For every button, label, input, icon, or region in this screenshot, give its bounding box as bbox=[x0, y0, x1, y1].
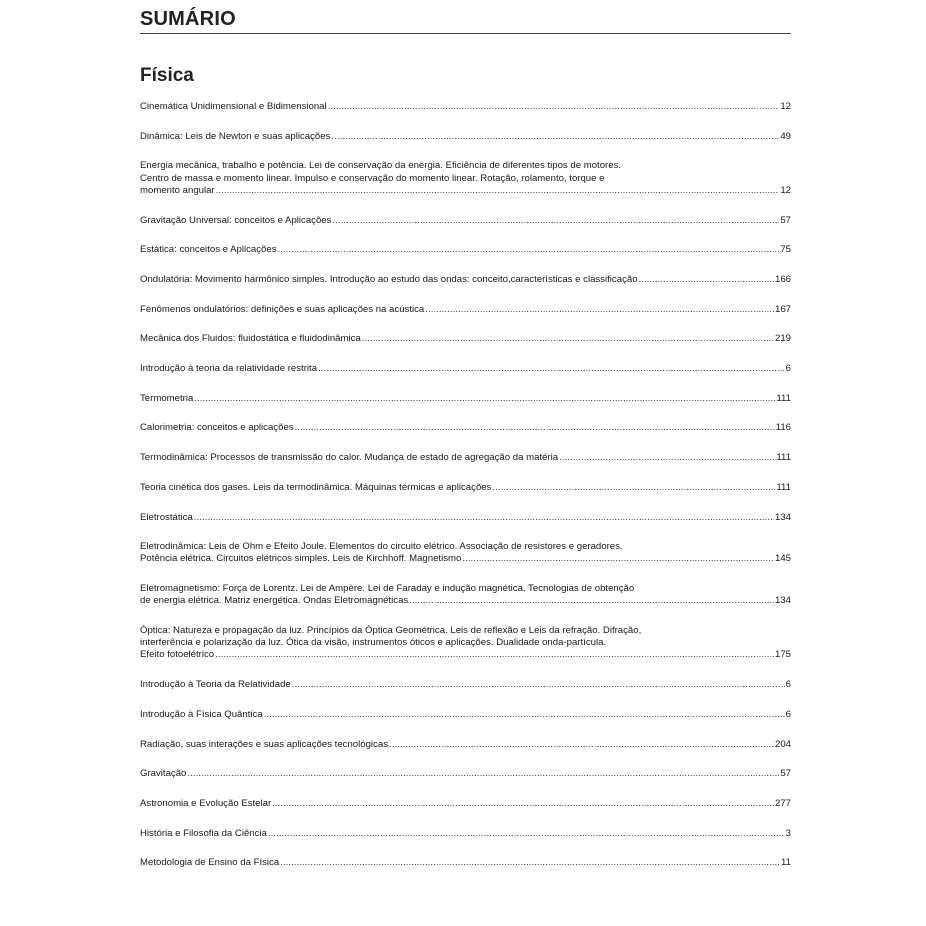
title-divider bbox=[140, 33, 791, 34]
toc-entry-text: Fenômenos ondulatórios: definições e suas aplicações na acústica bbox=[140, 303, 425, 315]
toc-entry-text: Ondulatória: Movimento harmônico simples. Introdução ao estudo das ondas: conceito,características e classificação bbox=[140, 273, 638, 285]
toc-entry[interactable] bbox=[140, 768, 791, 780]
dot-leader bbox=[425, 304, 774, 316]
toc-entry[interactable] bbox=[140, 244, 791, 256]
toc-entry[interactable] bbox=[140, 422, 791, 434]
page-title: SUMÁRIO bbox=[140, 8, 236, 30]
toc-page-number: 116 bbox=[775, 422, 791, 434]
toc-entry-line bbox=[140, 512, 791, 524]
toc-entry-line bbox=[140, 393, 791, 405]
toc-entry-line bbox=[140, 595, 791, 607]
toc-entry-text: Astronomia e Evolução Estelar bbox=[140, 797, 272, 809]
dot-leader bbox=[318, 363, 785, 375]
toc-entry-text: Estática: conceitos e Aplicações bbox=[140, 244, 277, 256]
toc-entry-text: Efeito fotoelétrico bbox=[140, 649, 215, 661]
toc-entry-line bbox=[140, 333, 791, 345]
toc-entry[interactable] bbox=[140, 541, 791, 565]
dot-leader bbox=[332, 215, 779, 227]
toc-page-number: 75 bbox=[780, 244, 791, 256]
dot-leader bbox=[639, 274, 774, 286]
toc-entry-text: interferência e polarização da luz. Ótica da visão, instrumentos óticos e aplicações. Dualidade onda-partícula. bbox=[140, 637, 607, 649]
toc-entry-line bbox=[140, 422, 791, 434]
toc-entry-text: Radiação, suas interações e suas aplicações tecnológicas bbox=[140, 738, 388, 750]
toc-page-number: 166 bbox=[774, 273, 791, 285]
toc-entry[interactable] bbox=[140, 131, 791, 143]
toc-entry-line bbox=[140, 185, 791, 197]
dot-leader bbox=[278, 244, 780, 256]
toc-page-number: 57 bbox=[780, 768, 791, 780]
dot-leader bbox=[362, 333, 774, 345]
toc-page-number: 111 bbox=[776, 481, 791, 493]
toc-entry-text: Introdução à teoria da relatividade restrita bbox=[140, 363, 318, 375]
toc-entry-text: Energia mecânica, trabalho e potência. Lei de conservação da energia. Eficiência de diferentes tipos de motores. bbox=[140, 160, 622, 172]
dot-leader bbox=[389, 739, 774, 751]
toc-entry-line bbox=[140, 828, 791, 840]
toc-entry[interactable] bbox=[140, 333, 791, 345]
dot-leader bbox=[292, 679, 785, 691]
toc-entry[interactable] bbox=[140, 828, 791, 840]
dot-leader bbox=[462, 553, 774, 565]
table-of-contents bbox=[140, 101, 791, 870]
toc-entry-text: Metodologia de Ensino da Física bbox=[140, 857, 280, 869]
toc-page-number: 134 bbox=[774, 511, 791, 523]
dot-leader bbox=[295, 422, 775, 434]
toc-page-number: 57 bbox=[780, 214, 791, 226]
toc-entry-line bbox=[140, 304, 791, 316]
toc-entry-text: Introdução à Teoria da Relatividade bbox=[140, 679, 291, 691]
toc-page-number: 3 bbox=[785, 827, 791, 839]
dot-leader bbox=[331, 131, 779, 143]
toc-entry[interactable] bbox=[140, 363, 791, 375]
toc-entry-text: Gravitação bbox=[140, 768, 187, 780]
dot-leader bbox=[559, 452, 775, 464]
toc-entry-line bbox=[140, 679, 791, 691]
toc-entry-text: Eletrostática bbox=[140, 511, 193, 523]
toc-entry-text: Potência elétrica. Circuitos elétricos simples. Leis de Kirchhoff. Magnetismo bbox=[140, 553, 462, 565]
toc-page-number: 167 bbox=[774, 303, 791, 315]
toc-entry[interactable] bbox=[140, 101, 791, 113]
toc-entry-line bbox=[140, 131, 791, 143]
toc-entry-line bbox=[140, 482, 791, 494]
dot-leader bbox=[216, 185, 780, 197]
toc-entry-line bbox=[140, 363, 791, 375]
toc-entry[interactable] bbox=[140, 857, 791, 869]
toc-entry[interactable] bbox=[140, 625, 791, 662]
toc-entry[interactable] bbox=[140, 215, 791, 227]
section-title: Física bbox=[140, 65, 194, 86]
dot-leader bbox=[187, 768, 779, 780]
toc-entry-text: Centro de massa e momento linear. Impulso e conservação do momento linear. Rotação, rolamento, torque e bbox=[140, 172, 605, 184]
toc-entry-text: Eletrodinâmica: Leis de Ohm e Efeito Joule. Elementos do circuito elétrico. Associação de resistores e geradores. bbox=[140, 541, 623, 553]
toc-entry-line bbox=[140, 215, 791, 227]
toc-page-number: 6 bbox=[785, 363, 791, 375]
toc-page-number: 219 bbox=[774, 333, 791, 345]
toc-entry-line bbox=[140, 709, 791, 721]
dot-leader bbox=[280, 857, 780, 869]
dot-leader bbox=[194, 393, 775, 405]
toc-page-number: 49 bbox=[780, 130, 791, 142]
dot-leader bbox=[492, 482, 775, 494]
toc-page-number: 111 bbox=[776, 392, 791, 404]
toc-entry-text: momento angular bbox=[140, 184, 215, 196]
toc-page-number: 145 bbox=[774, 553, 791, 565]
dot-leader bbox=[272, 798, 774, 810]
toc-entry-text: Introdução à Física Quântica bbox=[140, 708, 263, 720]
toc-entry-line bbox=[140, 739, 791, 751]
toc-page-number: 134 bbox=[774, 595, 791, 607]
dot-leader bbox=[409, 595, 774, 607]
toc-entry-text: de energia elétrica. Matriz energética. Ondas Eletromagnéticas bbox=[140, 595, 409, 607]
toc-entry-text: Calorimetria: conceitos e aplicações bbox=[140, 422, 294, 434]
toc-page-number: 175 bbox=[774, 649, 791, 661]
toc-page-number: 12 bbox=[780, 184, 791, 196]
toc-entry[interactable] bbox=[140, 393, 791, 405]
toc-entry[interactable] bbox=[140, 304, 791, 316]
toc-entry-line bbox=[140, 798, 791, 810]
toc-entry[interactable] bbox=[140, 679, 791, 691]
toc-entry-line bbox=[140, 452, 791, 464]
toc-entry-text: Termodinâmica: Processos de transmissão do calor. Mudança de estado de agregação da matéria bbox=[140, 452, 559, 464]
dot-leader bbox=[264, 709, 785, 721]
toc-entry[interactable] bbox=[140, 739, 791, 751]
toc-entry-text: Gravitação Universal: conceitos e Aplicações bbox=[140, 214, 332, 226]
toc-entry[interactable] bbox=[140, 452, 791, 464]
toc-entry[interactable] bbox=[140, 512, 791, 524]
toc-entry-text: Termometria bbox=[140, 392, 194, 404]
toc-entry-line bbox=[140, 857, 791, 869]
toc-page-number: 6 bbox=[785, 679, 791, 691]
toc-page-number: 12 bbox=[780, 101, 791, 112]
toc-entry-text: Teoria cinética dos gases. Leis da termodinâmica. Máquinas térmicas e aplicações bbox=[140, 481, 492, 493]
toc-entry-text: Óptica: Natureza e propagação da luz. Princípios da Óptica Geométrica. Leis de reflexão e Leis da refração. Difração, bbox=[140, 625, 642, 637]
toc-entry[interactable] bbox=[140, 583, 791, 607]
toc-entry-line bbox=[140, 274, 791, 286]
toc-entry-text: História e Filosofia da Ciência bbox=[140, 827, 267, 839]
toc-page-number: 11 bbox=[781, 857, 791, 869]
toc-entry-line bbox=[140, 101, 791, 113]
toc-entry-text: Eletromagnetismo: Força de Lorentz. Lei de Ampère. Lei de Faraday e indução magnética. Tecnologias de obtenção bbox=[140, 583, 635, 595]
toc-page-number: 204 bbox=[774, 738, 791, 750]
toc-entry[interactable] bbox=[140, 482, 791, 494]
toc-entry[interactable] bbox=[140, 160, 791, 197]
toc-entry-line bbox=[140, 768, 791, 780]
toc-entry-text: Cinemática Unidimensional e Bidimensional bbox=[140, 101, 327, 112]
dot-leader bbox=[215, 649, 774, 661]
toc-entry-text: Dinâmica: Leis de Newton e suas aplicações bbox=[140, 130, 331, 142]
dot-leader bbox=[328, 101, 780, 113]
toc-entry-line bbox=[140, 244, 791, 256]
toc-entry[interactable] bbox=[140, 709, 791, 721]
toc-page-number: 111 bbox=[776, 452, 791, 464]
toc-entry[interactable] bbox=[140, 274, 791, 286]
toc-page-number: 277 bbox=[774, 797, 791, 809]
dot-leader bbox=[194, 512, 774, 524]
dot-leader bbox=[268, 828, 785, 840]
toc-entry-line bbox=[140, 553, 791, 565]
toc-entry-text: Mecânica dos Fluidos: fluidostática e fluidodinâmica bbox=[140, 333, 361, 345]
toc-page-number: 6 bbox=[785, 708, 791, 720]
toc-entry[interactable] bbox=[140, 798, 791, 810]
toc-entry-line bbox=[140, 649, 791, 661]
